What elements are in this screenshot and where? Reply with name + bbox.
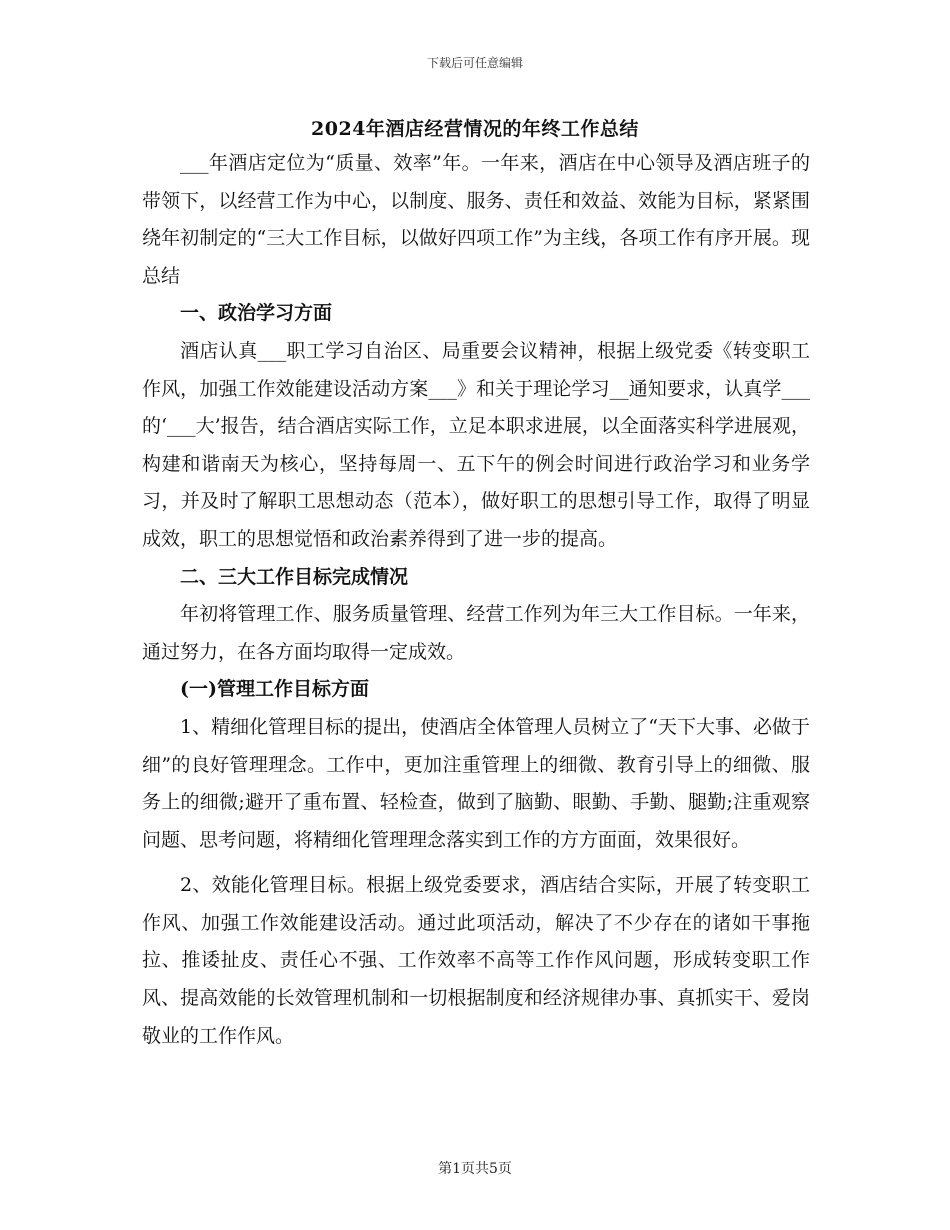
- paragraph-efficiency-management: 2、效能化管理目标。根据上级党委要求，酒店结合实际，开展了转变职工作风、加强工作效能建设活动。通过此项活动，解决了不少存在的诸如干事拖拉、推诿扯皮、责任心不强、工作效率不高等工作作风问题，形成转变职工作风、提高效能的长效管理机制和一切根据制度和经济规律办事、真抓实干、爱岗敬业的工作作风。: [142, 874, 810, 1047]
- paragraph-intro: ___年酒店定位为“质量、效率”年。一年来，酒店在中心领导及酒店班子的带领下，以经营工作为中心，以制度、服务、责任和效益、效能为目标，紧紧围绕年初制定的“三大工作目标，以做好四项工作”为主线，各项工作有序开展。现总结: [142, 152, 810, 287]
- subsection-heading-management: (一)管理工作目标方面: [180, 678, 369, 701]
- paragraph-political-study: 酒店认真___职工学习自治区、局重要会议精神，根据上级党委《转变职工作风，加强工作效能建设活动方案___》和关于理论学习__通知要求，认真学___的‘___大’报告，结合酒店实际工作，立足本职求进展，以全面落实科学进展观，构建和谐南天为核心，坚持每周一、五下午的例会时间进行政治学习和业务学习，并及时了解职工思想动态（范本），做好职工的思想引导工作，取得了明显成效，职工的思想觉悟和政治素养得到了进一步的提高。: [142, 339, 810, 550]
- document-body: [142, 145, 810, 1055]
- section-heading-three-goals: 二、三大工作目标完成情况: [180, 565, 409, 588]
- page-number: 第1页共5页: [438, 1161, 512, 1177]
- section-heading-political-study: 一、政治学习方面: [180, 302, 333, 325]
- paragraph-three-goals: 年初将管理工作、服务质量管理、经营工作列为年三大工作目标。一年来，通过努力，在各方面均取得一定成效。: [142, 603, 810, 663]
- document-title: 2024年酒店经营情况的年终工作总结: [311, 118, 639, 140]
- paragraph-refined-management: 1、精细化管理目标的提出，使酒店全体管理人员树立了“天下大事、必做于细”的良好管理理念。工作中，更加注重管理上的细微、教育引导上的细微、服务上的细微;避开了重布置、轻检查，做到了脑勤、眼勤、手勤、腿勤;注重观察问题、思考问题，将精细化管理理念落实到工作的方方面面，效果很好。: [142, 715, 810, 851]
- header-note: 下载后可任意编辑: [426, 56, 523, 70]
